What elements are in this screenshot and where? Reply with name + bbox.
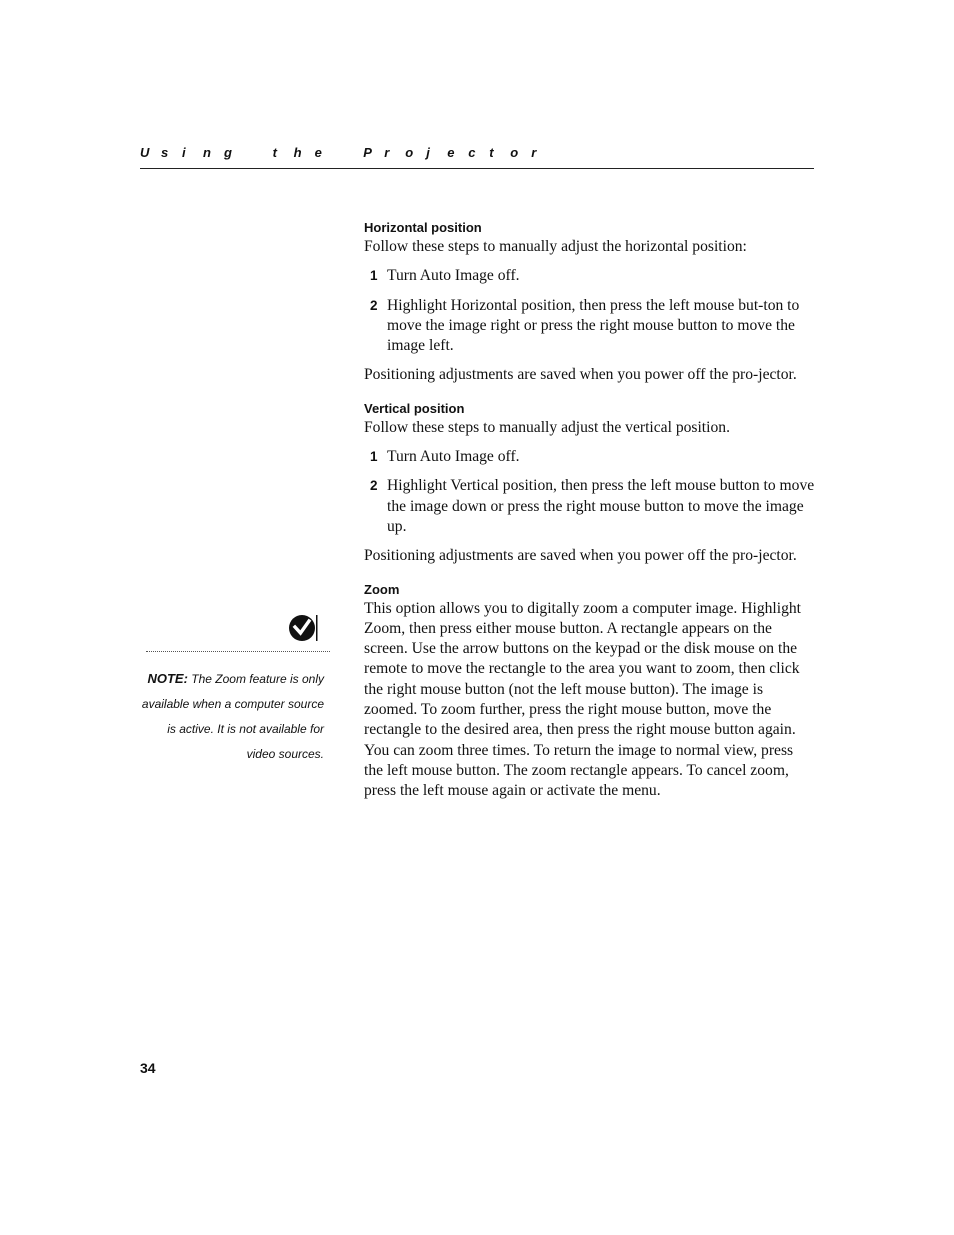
step-text: Turn Auto Image off.: [387, 267, 520, 285]
header-letter: U: [140, 145, 150, 160]
header-letter: g: [224, 145, 232, 160]
header-letter: h: [293, 145, 302, 160]
vertical-step-2: [364, 476, 816, 537]
step-number: 1: [370, 268, 378, 284]
step-number: 2: [370, 297, 378, 313]
header-letter: i: [182, 145, 186, 160]
header-letter: e: [314, 145, 322, 160]
header-letter: c: [468, 145, 476, 160]
section-heading-horizontal: Horizontal position: [364, 220, 482, 235]
header-letter: o: [510, 145, 519, 160]
step-number: 1: [370, 449, 378, 465]
header-word-using: [140, 145, 245, 160]
header-letter: P: [363, 145, 372, 160]
header-word-the: [273, 145, 336, 160]
checkmark-note-icon: [288, 612, 318, 644]
note-body: The Zoom feature is only available when a computer source is active. It is not available for video sources.: [141, 672, 324, 761]
header-letter: r: [531, 145, 537, 160]
step-text: Turn Auto Image off.: [387, 448, 520, 466]
horizontal-closing: Positioning adjustments are saved when you power off the pro-jector.: [364, 366, 797, 384]
header-letter: t: [489, 145, 494, 160]
running-header: [140, 145, 820, 160]
header-word-projector: [363, 145, 552, 160]
note-text: [140, 666, 324, 767]
header-letter: s: [161, 145, 169, 160]
vertical-closing: Positioning adjustments are saved when you power off the pro-jector.: [364, 547, 797, 565]
header-letter: e: [447, 145, 455, 160]
horizontal-intro: Follow these steps to manually adjust the horizontal position:: [364, 238, 747, 255]
section-heading-zoom: Zoom: [364, 581, 400, 597]
note-divider: [146, 651, 330, 652]
note-label: NOTE:: [147, 671, 188, 686]
header-letter: t: [272, 145, 277, 160]
header-rule: [140, 168, 814, 169]
header-letter: r: [384, 145, 390, 160]
vertical-intro: Follow these steps to manually adjust the vertical position.: [364, 418, 730, 436]
step-text: Highlight Vertical position, then press the left mouse button to move the image down or press the right mouse button to move the image up.: [387, 477, 815, 535]
section-heading-vertical: Vertical position: [364, 400, 465, 416]
step-text: Highlight Horizontal position, then press the left mouse but-ton to move the image right or press the right mouse button to move the image left.: [387, 296, 800, 355]
zoom-body: This option allows you to digitally zoom a computer image. Highlight Zoom, then press either mouse button. A rectangle appears on the screen. Use the arrow buttons on the keypad or the disk mouse on the remote to move the rectangle to the area you want to zoom, then click the right mouse button (not the left mouse button). The image is zoomed. To zoom further, press the right mouse button, move the rectangle to the desired area, then press the right mouse button again. You can zoom three times. To return the image to normal view, press the left mouse button. The zoom rectangle appears. To cancel zoom, press the left mouse again or activate the menu.: [364, 599, 801, 800]
main-content: [364, 219, 816, 802]
page-number: 34: [140, 1060, 156, 1076]
horizontal-step-1: [364, 266, 816, 286]
header-letter: o: [405, 145, 414, 160]
vertical-step-1: [364, 447, 816, 467]
header-letter: j: [426, 145, 430, 160]
step-number: 2: [370, 478, 378, 494]
header-letter: n: [203, 145, 211, 160]
horizontal-step-2: [364, 296, 816, 357]
